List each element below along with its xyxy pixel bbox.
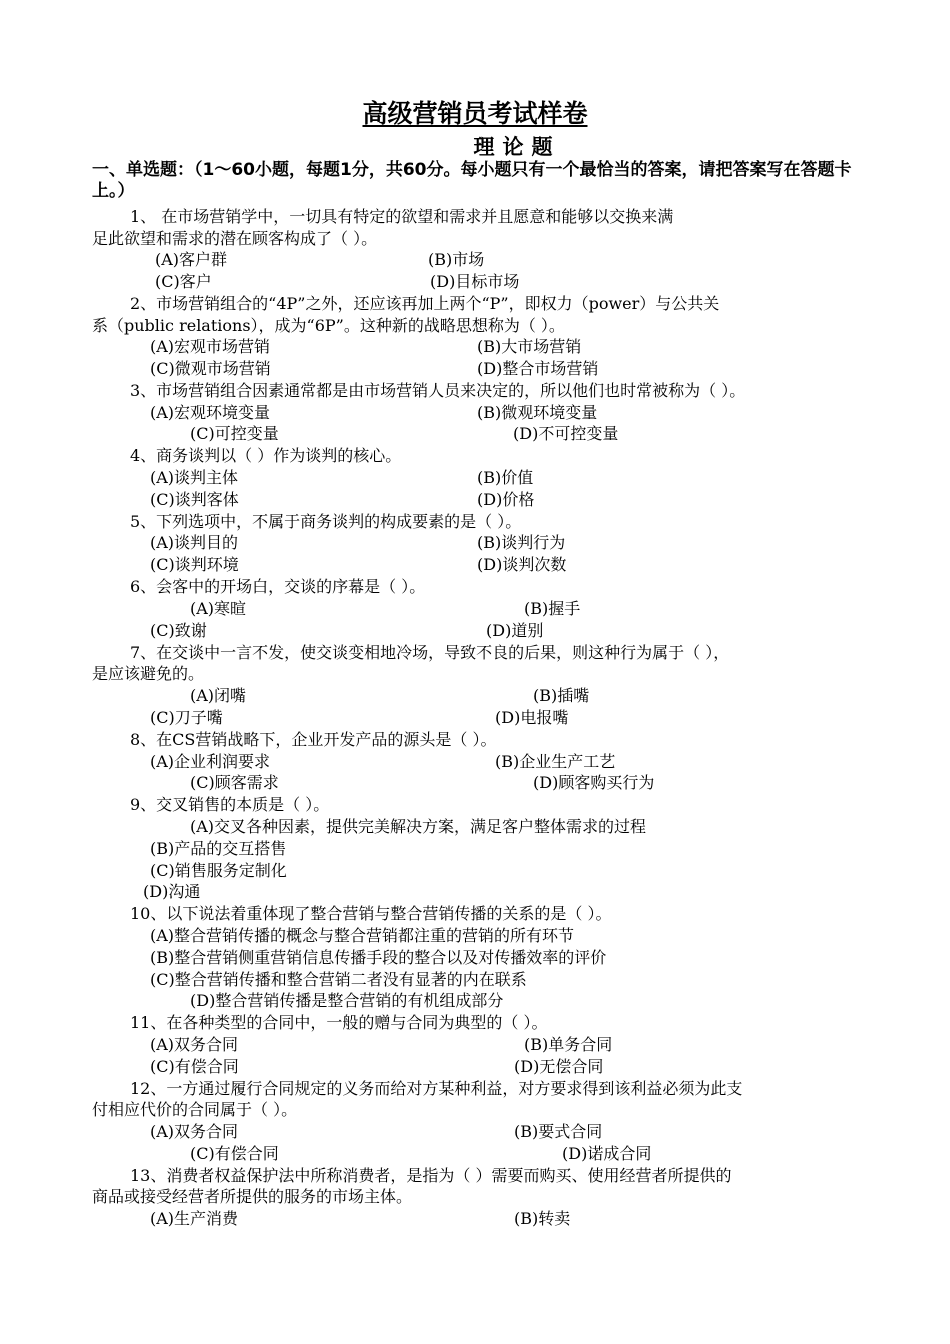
question-2-stem-line-1: 2、市场营销组合的“4P”之外，还应该再加上两个“P”，即权力（power）与公共关: [130, 294, 720, 313]
question-13-option-a: (A)生产消费: [150, 1209, 239, 1228]
question-13-stem-line-2: 商品或接受经营者所提供的服务的市场主体。: [92, 1187, 413, 1206]
question-2-stem-line-2: 系（public relations），成为“6P”。这种新的战略思想称为（ ）。: [92, 316, 565, 335]
question-5-option-d: (D)谈判次数: [477, 555, 567, 574]
question-7-option-b: (B)插嘴: [533, 686, 590, 705]
question-6-option-d: (D)道别: [486, 621, 544, 640]
question-10-option-a: (A)整合营销传播的概念与整合营销都注重的营销的所有环节: [150, 926, 575, 945]
question-7-option-a: (A)闭嘴: [190, 686, 247, 705]
question-7-option-c: (C)刀子嘴: [150, 708, 223, 727]
question-9-option-b: (B)产品的交互搭售: [150, 839, 287, 858]
question-4-option-c: (C)谈判客体: [150, 490, 239, 509]
question-9-stem-line-1: 9、交叉销售的本质是（ ）。: [130, 795, 330, 814]
question-13-option-b: (B)转卖: [514, 1209, 571, 1228]
question-12-option-a: (A)双务合同: [150, 1122, 239, 1141]
section-heading: 一、单选题：（1～60小题，每题1分，共60分。每小题只有一个最恰当的答案，请把答案写在答题卡上。）: [92, 160, 852, 201]
exam-title: 高级营销员考试样卷: [362, 99, 588, 128]
question-5-option-c: (C)谈判环境: [150, 555, 239, 574]
question-11-option-d: (D)无偿合同: [514, 1057, 604, 1076]
question-6-option-a: (A)寒暄: [190, 599, 247, 618]
question-9-option-d: (D)沟通: [143, 882, 201, 901]
question-9-option-a: (A)交叉各种因素，提供完美解决方案，满足客户整体需求的过程: [190, 817, 647, 836]
question-9-option-c: (C)销售服务定制化: [150, 861, 287, 880]
question-11-stem-line-1: 11、在各种类型的合同中，一般的赠与合同为典型的（ ）。: [130, 1013, 548, 1032]
question-2-option-d: (D)整合市场营销: [477, 359, 599, 378]
question-8-stem-line-1: 8、在CS营销战略下，企业开发产品的源头是（ ）。: [130, 730, 497, 749]
question-1-option-d: (D)目标市场: [430, 272, 520, 291]
question-2-option-c: (C)微观市场营销: [150, 359, 271, 378]
question-1-option-a: (A)客户群: [155, 250, 228, 269]
question-4-stem-line-1: 4、商务谈判以（ ）作为谈判的核心。: [130, 446, 402, 465]
question-5-stem-line-1: 5、下列选项中，不属于商务谈判的构成要素的是（ ）。: [130, 512, 522, 531]
question-5-option-b: (B)谈判行为: [477, 533, 566, 552]
question-7-stem-line-2: 是应该避免的。: [92, 664, 205, 683]
question-6-option-c: (C)致谢: [150, 621, 207, 640]
question-6-stem-line-1: 6、会客中的开场白，交谈的序幕是（ ）。: [130, 577, 426, 596]
question-3-option-a: (A)宏观环境变量: [150, 403, 271, 422]
question-10-option-c: (C)整合营销传播和整合营销二者没有显著的内在联系: [150, 970, 527, 989]
question-4-option-b: (B)价值: [477, 468, 534, 487]
question-3-option-c: (C)可控变量: [190, 424, 279, 443]
exam-subtitle: 理论题: [473, 135, 561, 159]
question-5-option-a: (A)谈判目的: [150, 533, 239, 552]
question-4-option-d: (D)价格: [477, 490, 535, 509]
question-11-option-c: (C)有偿合同: [150, 1057, 239, 1076]
question-1-stem-line-2: 足此欲望和需求的潜在顾客构成了（ ）。: [92, 229, 378, 248]
question-1-option-b: (B)市场: [428, 250, 485, 269]
question-10-option-d: (D)整合营销传播是整合营销的有机组成部分: [190, 991, 504, 1010]
question-12-option-b: (B)要式合同: [514, 1122, 603, 1141]
question-12-stem-line-2: 付相应代价的合同属于（ ）。: [92, 1100, 298, 1119]
question-1-stem-line-1: 1、 在市场营销学中，一切具有特定的欲望和需求并且愿意和能够以交换来满: [130, 207, 674, 226]
question-12-option-d: (D)诺成合同: [562, 1144, 652, 1163]
question-3-stem-line-1: 3、市场营销组合因素通常都是由市场营销人员来决定的，所以他们也时常被称为（ ）。: [130, 381, 746, 400]
question-8-option-a: (A)企业利润要求: [150, 752, 271, 771]
question-12-option-c: (C)有偿合同: [190, 1144, 279, 1163]
question-10-stem-line-1: 10、以下说法着重体现了整合营销与整合营销传播的关系的是（ ）。: [130, 904, 612, 923]
question-8-option-b: (B)企业生产工艺: [495, 752, 616, 771]
question-12-stem-line-1: 12、一方通过履行合同规定的义务而给对方某种利益，对方要求得到该利益必须为此支: [130, 1079, 743, 1098]
question-2-option-b: (B)大市场营销: [477, 337, 582, 356]
question-8-option-c: (C)顾客需求: [190, 773, 279, 792]
question-11-option-a: (A)双务合同: [150, 1035, 239, 1054]
question-6-option-b: (B)握手: [524, 599, 581, 618]
question-7-option-d: (D)电报嘴: [495, 708, 569, 727]
question-11-option-b: (B)单务合同: [524, 1035, 613, 1054]
question-1-option-c: (C)客户: [155, 272, 212, 291]
question-7-stem-line-1: 7、在交谈中一言不发，使交谈变相地冷场，导致不良的后果，则这种行为属于（ ），: [130, 643, 730, 662]
question-8-option-d: (D)顾客购买行为: [533, 773, 655, 792]
question-3-option-d: (D)不可控变量: [513, 424, 619, 443]
question-13-stem-line-1: 13、消费者权益保护法中所称消费者，是指为（ ）需要而购买、使用经营者所提供的: [130, 1166, 732, 1185]
question-2-option-a: (A)宏观市场营销: [150, 337, 271, 356]
question-10-option-b: (B)整合营销侧重营销信息传播手段的整合以及对传播效率的评价: [150, 948, 607, 967]
question-4-option-a: (A)谈判主体: [150, 468, 239, 487]
question-3-option-b: (B)微观环境变量: [477, 403, 598, 422]
